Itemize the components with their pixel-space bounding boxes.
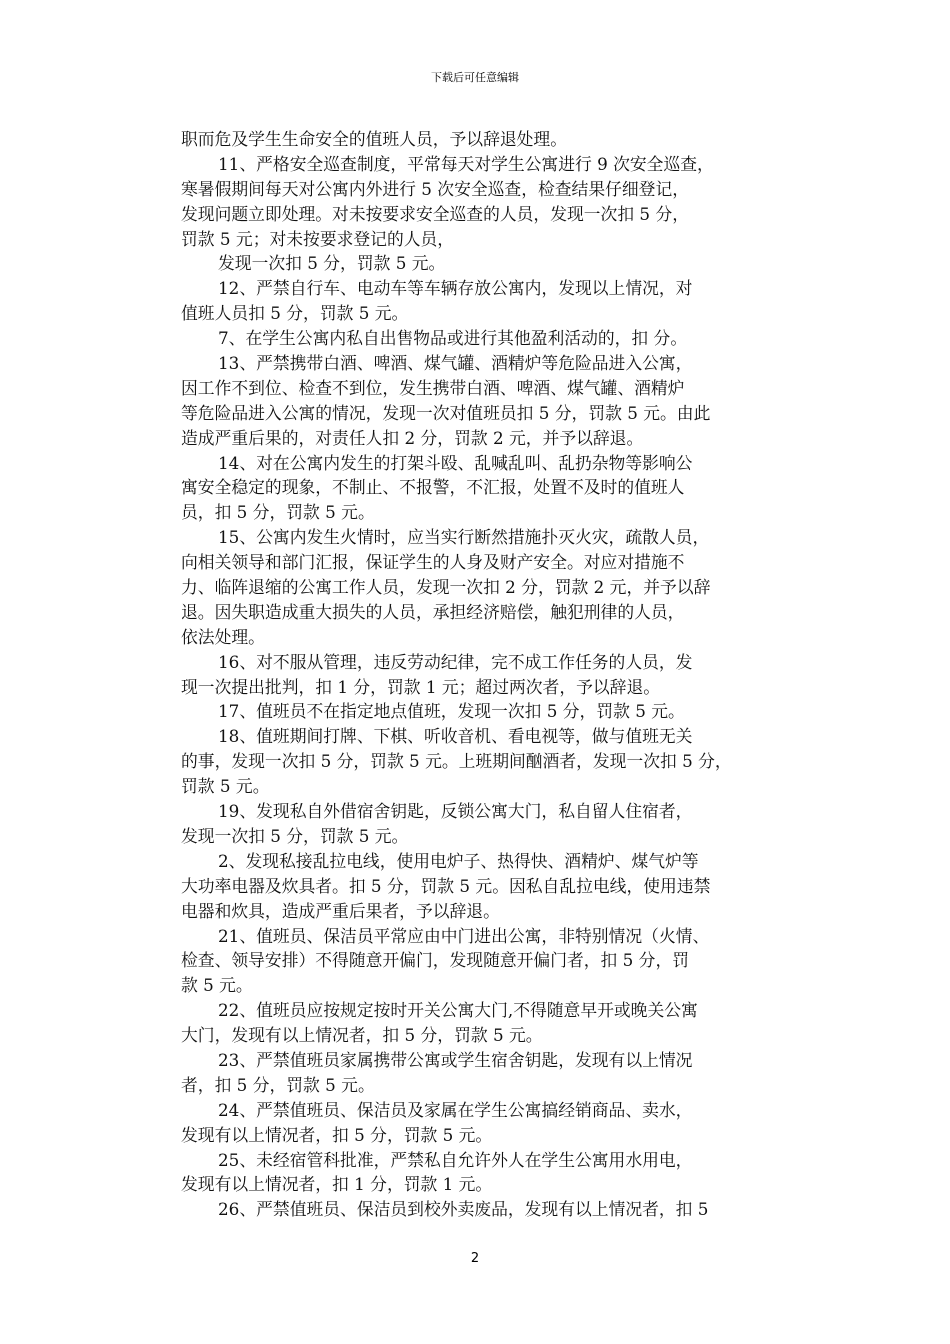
text-line: 造成严重后果的，对责任人扣 2 分，罚款 2 元，并予以辞退。 <box>181 427 644 448</box>
text-line: 大门，发现有以上情况者，扣 5 分，罚款 5 元。 <box>181 1025 543 1046</box>
text-line: 16、对不服从管理，违反劳动纪律，完不成工作任务的人员，发 <box>218 651 693 672</box>
text-line: 2、发现私接乱拉电线，使用电炉子、热得快、酒精炉、煤气炉等 <box>218 850 699 871</box>
text-line: 力、临阵退缩的公寓工作人员，发现一次扣 2 分，罚款 2 元，并予以辞 <box>181 577 711 598</box>
text-line: 23、严禁值班员家属携带公寓或学生宿舍钥匙，发现有以上情况 <box>218 1049 693 1070</box>
text-line: 退。因失职造成重大损失的人员，承担经济赔偿，触犯刑律的人员， <box>181 601 685 622</box>
text-line: 款 5 元。 <box>181 975 253 996</box>
page-header: 下载后可任意编辑 <box>431 71 519 84</box>
text-line: 的事，发现一次扣 5 分，罚款 5 元。上班期间酗酒者，发现一次扣 5 分， <box>181 751 732 772</box>
text-line: 值班人员扣 5 分，罚款 5 元。 <box>181 303 409 324</box>
text-line: 发现一次扣 5 分，罚款 5 元。 <box>181 825 409 846</box>
text-line: 发现有以上情况者，扣 1 分，罚款 1 元。 <box>181 1174 493 1195</box>
text-line: 26、严禁值班员、保洁员到校外卖废品，发现有以上情况者，扣 5 <box>218 1199 709 1220</box>
text-line: 15、公寓内发生火情时，应当实行断然措施扑灭火灾，疏散人员， <box>218 527 710 548</box>
text-line: 检查、领导安排）不得随意开偏门，发现随意开偏门者，扣 5 分，罚 <box>181 950 690 971</box>
text-line: 现一次提出批判，扣 1 分，罚款 1 元；超过两次者，予以辞退。 <box>181 676 661 697</box>
text-line: 电器和炊具，造成严重后果者，予以辞退。 <box>181 900 500 921</box>
text-line: 寓安全稳定的现象，不制止、不报警，不汇报，处置不及时的值班人 <box>181 477 685 498</box>
text-line: 员，扣 5 分，罚款 5 元。 <box>181 502 375 523</box>
text-line: 19、发现私自外借宿舍钥匙，反锁公寓大门，私自留人住宿者， <box>218 801 693 822</box>
text-line: 21、值班员、保洁员平常应由中门进出公寓，非特别情况（火情、 <box>218 925 710 946</box>
text-line: 13、严禁携带白酒、啤酒、煤气罐、酒精炉等危险品进入公寓， <box>218 353 693 374</box>
text-line: 11、严格安全巡查制度，平常每天对学生公寓进行 9 次安全巡查， <box>218 153 714 174</box>
text-line: 发现有以上情况者，扣 5 分，罚款 5 元。 <box>181 1124 493 1145</box>
text-line: 14、对在公寓内发生的打架斗殴、乱喊乱叫、乱扔杂物等影响公 <box>218 452 693 473</box>
text-line: 寒暑假期间每天对公寓内外进行 5 次安全巡查，检查结果仔细登记， <box>181 178 690 199</box>
text-line: 22、值班员应按规定按时开关公寓大门,不得随意早开或晚关公寓 <box>218 1000 698 1021</box>
text-line: 18、值班期间打牌、下棋、听收音机、看电视等，做与值班无关 <box>218 726 693 747</box>
document-body <box>181 127 781 1222</box>
text-line: 依法处理。 <box>181 626 265 647</box>
text-line: 罚款 5 元。 <box>181 776 270 797</box>
text-line: 者，扣 5 分，罚款 5 元。 <box>181 1074 375 1095</box>
text-line: 大功率电器及炊具者。扣 5 分，罚款 5 元。因私自乱拉电线，使用违禁 <box>181 875 711 896</box>
page-number: 2 <box>470 1251 480 1266</box>
text-line: 等危险品进入公寓的情况，发现一次对值班员扣 5 分，罚款 5 元。由此 <box>181 402 711 423</box>
text-line: 7、在学生公寓内私自出售物品或进行其他盈利活动的，扣 分。 <box>218 328 688 349</box>
text-line: 25、未经宿管科批准，严禁私自允许外人在学生公寓用水用电， <box>218 1149 693 1170</box>
text-line: 向相关领导和部门汇报，保证学生的人身及财产安全。对应对措施不 <box>181 552 685 573</box>
text-line: 因工作不到位、检查不到位，发生携带白酒、啤酒、煤气罐、酒精炉 <box>181 377 685 398</box>
text-line: 发现问题立即处理。对未按要求安全巡查的人员，发现一次扣 5 分， <box>181 203 690 224</box>
text-line: 17、值班员不在指定地点值班，发现一次扣 5 分，罚款 5 元。 <box>218 701 685 722</box>
text-line: 24、严禁值班员、保洁员及家属在学生公寓搞经销商品、卖水， <box>218 1099 693 1120</box>
text-line: 罚款 5 元；对未按要求登记的人员， <box>181 228 455 249</box>
text-line: 12、严禁自行车、电动车等车辆存放公寓内，发现以上情况，对 <box>218 278 693 299</box>
text-line: 发现一次扣 5 分，罚款 5 元。 <box>218 253 446 274</box>
text-line: 职而危及学生生命安全的值班人员，予以辞退处理。 <box>181 129 567 149</box>
